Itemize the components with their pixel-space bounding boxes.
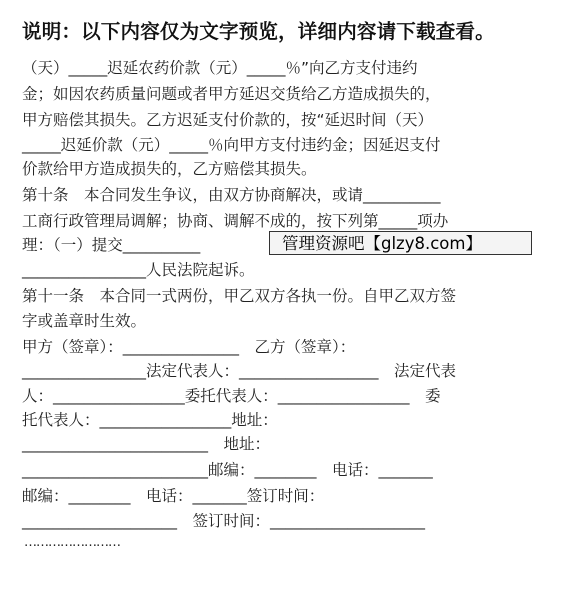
text-line: _____迟延价款（元）_____％向甲方支付违约金；因延迟支付 bbox=[22, 136, 441, 154]
text-line: 字或盖章时生效。 bbox=[22, 312, 147, 330]
text-line: 甲方赔偿其损失。乙方迟延支付价款的，按“延迟时间（天） bbox=[22, 111, 434, 129]
text-line: 金；如因农药质量问题或者甲方延迟交货给乙方造成损失的， bbox=[22, 85, 441, 103]
text-line: ________________人民法院起诉。 bbox=[22, 261, 255, 279]
preview-notice: 说明：以下内容仅为文字预览，详细内容请下载查看。 bbox=[22, 20, 495, 43]
text-line: （天）_____迟延农药价款（元）_____％”向乙方支付违约 bbox=[22, 59, 418, 77]
continuation-dots: …………………… bbox=[24, 535, 120, 550]
text-line: 第十一条 本合同一式两份，甲乙双方各执一份。自甲乙双方签 bbox=[22, 287, 457, 305]
text-line: 理：（一）提交__________ bbox=[22, 236, 201, 254]
text-line: ________________________邮编：________ 电话：_______ bbox=[22, 461, 433, 479]
text-line: 甲方（签章）：_______________ 乙方（签章）： bbox=[22, 338, 356, 356]
watermark-banner: 管理资源吧【glzy8.com】 bbox=[269, 231, 532, 255]
text-line: 人：_________________委托代表人：_________________ 委 bbox=[22, 387, 441, 405]
text-line: 工商行政管理局调解；协商、调解不成的，按下列第_____项办 bbox=[22, 212, 449, 230]
text-line: ____________________ 签订时间：____________________ bbox=[22, 512, 426, 530]
text-line: 邮编：________ 电话：_______签订时间： bbox=[22, 487, 325, 505]
text-line: ________________法定代表人：__________________ 法定代表 bbox=[22, 362, 457, 380]
text-line: ________________________ 地址： bbox=[22, 435, 271, 453]
text-line: 托代表人：_________________地址： bbox=[22, 411, 278, 429]
text-line: 第十条 本合同发生争议，由双方协商解决，或请__________ bbox=[22, 186, 441, 204]
text-line: 价款给甲方造成损失的，乙方赔偿其损失。 bbox=[22, 160, 317, 178]
